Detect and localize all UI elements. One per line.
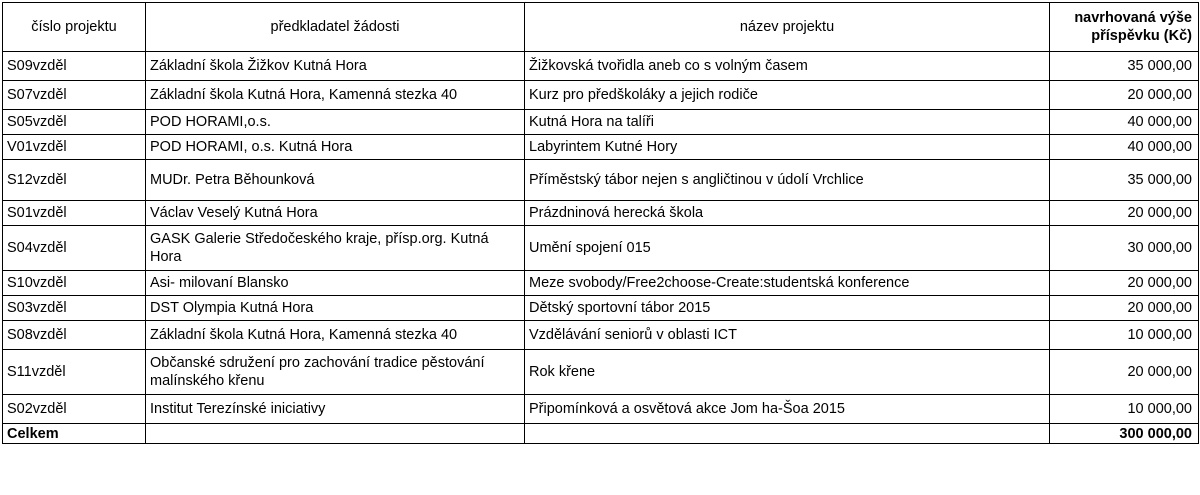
applicant: Základní škola Žižkov Kutná Hora	[146, 52, 525, 81]
project-id: S04vzděl	[3, 226, 146, 271]
project-id: S09vzděl	[3, 52, 146, 81]
amount: 10 000,00	[1050, 321, 1199, 350]
header-project-id: číslo projektu	[3, 3, 146, 52]
amount: 20 000,00	[1050, 350, 1199, 395]
project-name: Žižkovská tvořidla aneb co s volným časem	[525, 52, 1050, 81]
amount: 20 000,00	[1050, 81, 1199, 110]
table-row	[3, 201, 1199, 226]
applicant: Asi- milovaní Blansko	[146, 271, 525, 296]
project-name: Připomínková a osvětová akce Jom ha-Šoa 2015	[525, 395, 1050, 424]
applicant: POD HORAMI,o.s.	[146, 110, 525, 135]
amount: 20 000,00	[1050, 271, 1199, 296]
project-id: S10vzděl	[3, 271, 146, 296]
project-id: S05vzděl	[3, 110, 146, 135]
project-name: Labyrintem Kutné Hory	[525, 135, 1050, 160]
total-row	[3, 424, 1199, 444]
table-row	[3, 226, 1199, 271]
project-id: S08vzděl	[3, 321, 146, 350]
project-id: S12vzděl	[3, 160, 146, 201]
project-name: Rok křene	[525, 350, 1050, 395]
applicant: MUDr. Petra Běhounková	[146, 160, 525, 201]
project-name: Příměstský tábor nejen s angličtinou v údolí Vrchlice	[525, 160, 1050, 201]
amount: 35 000,00	[1050, 52, 1199, 81]
header-amount: navrhovaná výše příspěvku (Kč)	[1050, 3, 1199, 52]
total-label: Celkem	[3, 424, 146, 444]
project-name: Kurz pro předškoláky a jejich rodiče	[525, 81, 1050, 110]
project-id: S03vzděl	[3, 296, 146, 321]
applicant: Základní škola Kutná Hora, Kamenná stezka 40	[146, 81, 525, 110]
header-applicant: předkladatel žádosti	[146, 3, 525, 52]
table-row	[3, 110, 1199, 135]
applicant: DST Olympia Kutná Hora	[146, 296, 525, 321]
project-id: S11vzděl	[3, 350, 146, 395]
project-name: Prázdninová herecká škola	[525, 201, 1050, 226]
project-name: Umění spojení 015	[525, 226, 1050, 271]
applicant: GASK Galerie Středočeského kraje, přísp.org. Kutná Hora	[146, 226, 525, 271]
project-id: S07vzděl	[3, 81, 146, 110]
total-amount: 300 000,00	[1050, 424, 1199, 444]
table-row	[3, 296, 1199, 321]
table-row	[3, 395, 1199, 424]
amount: 40 000,00	[1050, 110, 1199, 135]
table-row	[3, 271, 1199, 296]
table-row	[3, 160, 1199, 201]
table-row	[3, 135, 1199, 160]
project-name: Meze svobody/Free2choose-Create:studentská konference	[525, 271, 1050, 296]
project-name: Dětský sportovní tábor 2015	[525, 296, 1050, 321]
amount: 40 000,00	[1050, 135, 1199, 160]
applicant: Václav Veselý Kutná Hora	[146, 201, 525, 226]
table-row	[3, 81, 1199, 110]
project-id: S01vzděl	[3, 201, 146, 226]
table-row	[3, 350, 1199, 395]
table-row	[3, 52, 1199, 81]
amount: 10 000,00	[1050, 395, 1199, 424]
header-row	[3, 3, 1199, 52]
project-id: S02vzděl	[3, 395, 146, 424]
applicant: Občanské sdružení pro zachování tradice pěstování malínského křenu	[146, 350, 525, 395]
amount: 20 000,00	[1050, 296, 1199, 321]
empty-cell	[525, 424, 1050, 444]
grant-table	[2, 2, 1199, 444]
project-name: Kutná Hora na talíři	[525, 110, 1050, 135]
applicant: Institut Terezínské iniciativy	[146, 395, 525, 424]
project-name: Vzdělávání seniorů v oblasti ICT	[525, 321, 1050, 350]
applicant: Základní škola Kutná Hora, Kamenná stezka 40	[146, 321, 525, 350]
header-project-name: název projektu	[525, 3, 1050, 52]
applicant: POD HORAMI, o.s. Kutná Hora	[146, 135, 525, 160]
amount: 35 000,00	[1050, 160, 1199, 201]
table-row	[3, 321, 1199, 350]
amount: 30 000,00	[1050, 226, 1199, 271]
project-id: V01vzděl	[3, 135, 146, 160]
amount: 20 000,00	[1050, 201, 1199, 226]
empty-cell	[146, 424, 525, 444]
